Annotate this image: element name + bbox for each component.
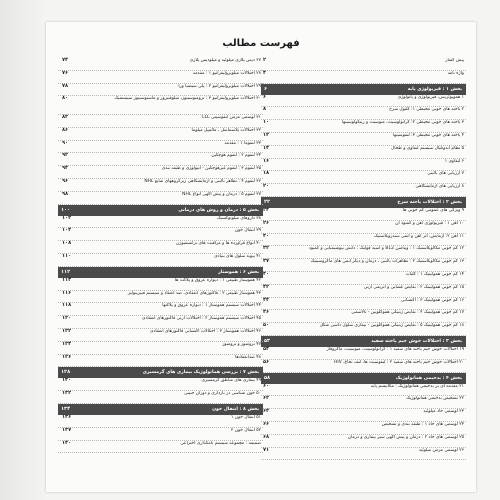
page-number: ۱۳۷ xyxy=(62,426,72,433)
section-header xyxy=(261,373,466,384)
page-number: ۹۶ xyxy=(62,178,69,185)
book-spine-shadow xyxy=(0,0,46,500)
entry-title: ۱۶ کم خونی همولیتیک ۳ : اکتسابی xyxy=(401,297,464,303)
entry-title: ۱ هموپوئزیس، فیزیولوژی و پاتولوژی xyxy=(397,94,464,100)
entry-title: ۳۶ لنفوم ۴ : تظاهر بالینی و آزمایشگاهی زیرگروههای شایع NHL xyxy=(144,179,261,185)
page-number: ۴۴ xyxy=(263,296,270,303)
section-title: بخش ۲ : اختلالات یاخته سرخ xyxy=(397,199,462,205)
entry-title: ۱۱ آهن ۲: آزمایش، اثر آهن و آنمی سیدروبلاستیک xyxy=(373,233,464,239)
toc-entry xyxy=(58,58,263,71)
section-title: بخش ۴ : بدخیمی هماتولوژیک xyxy=(395,375,462,381)
toc-entry xyxy=(261,448,466,461)
toc-entry xyxy=(261,409,466,422)
toc-entry xyxy=(261,71,466,84)
toc-entry xyxy=(58,153,263,166)
page-number: ۴۶ xyxy=(263,309,270,316)
page-number: ۶ xyxy=(263,93,267,100)
toc-entry xyxy=(58,428,263,441)
page-number: ۸ xyxy=(263,106,267,113)
entry-title: ۵ نظام اندوتلیال سیستم لنفاوی و طحال xyxy=(391,145,464,151)
toc-entry xyxy=(58,391,263,404)
toc-entry xyxy=(261,259,466,272)
page-number: ۴ xyxy=(263,69,267,76)
toc-entry xyxy=(58,291,263,304)
toc-entry xyxy=(58,84,263,97)
page-number: ۶۲ xyxy=(263,395,270,402)
entry-title: ۲۰ اختلالات خوش خیم یاخته های سفید ۲ : لنفوسیت ها، لنف نخاغ، HIV xyxy=(334,359,464,365)
entry-title: ۱۴ کم خونی همولیتیک ۱ : کلیات xyxy=(405,271,464,277)
toc-entry xyxy=(58,96,263,115)
page-number: ۳۰ xyxy=(263,232,270,239)
page-number: ۵۴ xyxy=(263,345,270,352)
page-number: ۳۲ xyxy=(263,245,270,252)
entry-title: ۴۹ بیماری های مناطق گرمسیری xyxy=(201,378,261,384)
page-number: ۱۲۰ xyxy=(62,315,72,322)
entry-title: ۱۳ کم خونی مگالوبلاستیک ۲ : تظاهرات بالینی ، درمان و دیگر آنمی های ماکروسیتیک xyxy=(310,259,464,265)
entry-title: ۳ یاخته های خونی محیطی ۲: گرانولوسیت، منوسیت و ریتکولوسیتها xyxy=(341,120,464,126)
page-number: ۳۷ xyxy=(263,258,270,265)
page-number: ۵۸ xyxy=(264,374,271,381)
toc-entry xyxy=(58,415,263,428)
page-number: ۱۴ xyxy=(263,144,270,151)
toc-column-left xyxy=(58,58,263,453)
page-number: ۸۲ xyxy=(62,114,69,121)
entry-title: ۱۷ کم خونی همولیتیک ۴ : نقایص ژنتیکی هموگلوبین - تالاسمی xyxy=(351,310,464,316)
toc-entry xyxy=(58,329,263,342)
section-header xyxy=(261,336,466,347)
page-number: ۵۶ xyxy=(263,358,270,365)
page-number: ۲۴ xyxy=(263,206,270,213)
entry-title: ۳۷ لنفوم ۵ : درمان و پیش آگهی انواع NHL xyxy=(182,191,261,197)
entry-title: ۴۲ هموستاز طبیعی ۱ : دیواره عروق و پلاکت ها xyxy=(174,277,261,283)
page-number: ۱۰۸ xyxy=(62,240,72,247)
toc-entry xyxy=(58,179,263,192)
page-number: ۹۰ xyxy=(62,139,69,146)
section-header xyxy=(261,84,466,95)
page-number: ۸۶ xyxy=(62,126,69,133)
toc-entry xyxy=(261,107,466,120)
toc-entry xyxy=(261,184,466,197)
entry-title: ۴۵ اختلالات سیستم هموستاز ۲ : اختلالات ارثی فاکتورهای انعقادی xyxy=(142,316,261,322)
entry-title: ۷ ارزیابی های بالینی xyxy=(427,171,464,177)
toc-column-right xyxy=(261,58,466,460)
page-number: ۴۲ xyxy=(263,283,270,290)
entry-title: ۲۳ لوسمی حاد میلوئید xyxy=(423,409,464,415)
toc-entry xyxy=(58,71,263,84)
page-number: ۱۰ xyxy=(263,119,270,126)
toc-entry xyxy=(58,342,263,355)
page-number: ۶ xyxy=(264,85,268,92)
page-number: ۲۰ xyxy=(263,183,270,190)
toc-entry xyxy=(261,323,466,336)
page-title: فهرست مطالب xyxy=(222,38,300,49)
entry-title: ۶ لنفاوی ۱ xyxy=(444,158,464,164)
page-number: ۱۳۲ xyxy=(62,390,72,397)
entry-title: ۱۲ کم خونی مگالوبلاستیک ۱ : ویتامین B12 و اسید فولیک : دانش بیوشیمیایی و کمبود xyxy=(308,246,464,252)
page-number: ۹۴ xyxy=(62,165,69,172)
page-number: ۱۱۴ xyxy=(62,276,72,283)
entry-title: ۵۱ انتقال خون ۱ xyxy=(231,415,261,421)
toc-sheet xyxy=(46,22,476,492)
entry-title: ۴۴ اختلالات سیستم هموستاز ۱ : دیواره عروق و پلاکتها xyxy=(162,303,261,309)
page-number: ۲۲ xyxy=(264,198,271,205)
entry-title: ۸ ارزیابی های آزمایشگاهی xyxy=(415,184,464,190)
page-number: ۷۱ xyxy=(263,446,270,453)
entry-title: ۲ یاخته های خونی محیطی ۱: گلبول سرخ xyxy=(389,107,464,113)
page-number: ۱۲۸ xyxy=(61,369,71,376)
entry-title: ۴۷ ترومبوز و ترومبوز xyxy=(222,341,261,347)
page-number: ۲۶ xyxy=(263,219,270,226)
page-number: ۱۳۴ xyxy=(61,406,71,413)
toc-entry xyxy=(261,298,466,311)
toc-entry xyxy=(261,58,466,71)
page-number: ۱۱۶ xyxy=(62,289,72,296)
toc-entry xyxy=(58,166,263,179)
section-title: بخش ۱ : فیزیولوژی پایه xyxy=(407,86,462,92)
entry-title: ۴۳ هموستاز طبیعی ۲ : فاکتورهای انعقادی، ضد انعقاد و سیستم فیبرینولیز xyxy=(127,290,261,296)
entry-title: ۱۸ کم خونی همولیتیک ۵ : نقایص ژنتیکی هموگلوبین - بیماری سلول داسی شکل xyxy=(319,323,464,329)
page-number: ۱۲ xyxy=(263,131,270,138)
page-number: ۱۰۲ xyxy=(62,214,72,221)
page-number: ۱۰۰ xyxy=(61,206,71,213)
page-number: ۱۱۸ xyxy=(62,302,72,309)
entry-title: ۲۲ تشخیص بدخیمی هماتولوژیک xyxy=(406,396,464,402)
toc-entry xyxy=(261,146,466,159)
toc-entry xyxy=(261,347,466,360)
toc-entry xyxy=(261,208,466,221)
entry-title: ۳۹ انتقال خون xyxy=(234,228,261,234)
toc-entry xyxy=(58,228,263,241)
toc-entry xyxy=(261,384,466,397)
section-header xyxy=(58,267,263,278)
page-number: ۱۲۴ xyxy=(62,340,72,347)
toc-entry xyxy=(261,221,466,234)
toc-entry xyxy=(58,355,263,368)
entry-title: ۲۷ دیس پلازی میلوئید و میلودیس پلازی xyxy=(189,58,261,63)
entry-title: ۳۰ اختلالات میلوپرولیفراتیو ۳ : ترومبوسیتوز، میلوفیبروز و ماستوسیتوز سیستمیک xyxy=(114,96,261,102)
page-number: ۶۶ xyxy=(263,420,270,427)
page-number: ۱۰۴ xyxy=(62,227,72,234)
toc-entry xyxy=(58,278,263,291)
entry-title: ۱۵ کم خونی همولیتیک ۲ : نقایص غشایی و آنزیمی ارثی xyxy=(363,284,464,290)
entry-title: ۳۱ لوسمی مزمن لنفوسیتی CLL xyxy=(201,115,261,121)
entry-title: ۴۰ انواع فرآورده ها و مراقبت های ترانسفیوژن xyxy=(175,241,261,247)
toc-entry xyxy=(261,272,466,285)
page-number: ۱۱۰ xyxy=(62,253,72,260)
entry-title: ۳۴ لنفوم ۲ : لنفوم هوچکین xyxy=(211,153,261,159)
entry-title: ۲۱ مقدمه ای بر بدخیمی هماتولوژیک : مکانیسم پایه xyxy=(370,383,464,389)
entry-title: ۲۸ اختلالات میلوپرولیفراتیو ۱ : مقدمه xyxy=(192,70,261,76)
section-title: بخش ۳ : اختلالات خوش خیم یاخته سفید xyxy=(371,338,462,344)
entry-title: ۵۰ خون شناسی در بارداری و دوران جنینی xyxy=(184,391,261,397)
toc-entry xyxy=(58,128,263,141)
entry-title: ۴۶ اختلالات هموستاز ۳ : اختلالات اکتسابی فاکتورهای انعقادی xyxy=(150,329,261,335)
toc-entry xyxy=(58,216,263,229)
page-number: ۱۸ xyxy=(263,170,270,177)
page-number: ۱۲۲ xyxy=(62,328,72,335)
entry-title: ۲۵ لوسمی های حاد ۲ : درمان و پیش آگهی سیر بیماری و درمان xyxy=(347,434,464,440)
toc-entry xyxy=(261,133,466,146)
page-number: ۲ xyxy=(263,57,267,63)
section-header xyxy=(58,404,263,415)
entry-title: ۳۳ لنفوما ۱ : مقدمه xyxy=(224,140,261,146)
toc-entry xyxy=(58,241,263,254)
entry-title: ۳۲ اختلالات پلاسماسل ، مالتیپل میلوما xyxy=(191,127,261,133)
toc-entry xyxy=(58,141,263,154)
page-number: ۹۲ xyxy=(62,152,69,159)
entry-title: واژه نامه xyxy=(447,70,464,76)
toc-entry xyxy=(261,396,466,409)
page-number: ۵۰ xyxy=(263,322,270,329)
page-number: ۷۶ xyxy=(62,69,69,76)
toc-entry xyxy=(58,192,263,205)
entry-title: ۲۹ اختلالات میلوپرولیفراتیو ۲ : پلی سیتمیا ورا xyxy=(178,83,261,89)
toc-entry xyxy=(58,441,263,454)
entry-title: ۳۵ لنفوم ۳ : لنفوم غیرهوچکین - اتیولوژی و طبقه بندی xyxy=(161,166,261,172)
section-header xyxy=(58,367,263,378)
page-number: ۶۸ xyxy=(263,433,270,440)
toc-entry xyxy=(261,360,466,373)
page-number: ۱۴۰ xyxy=(62,439,72,446)
page-number: ۷۴ xyxy=(62,57,69,63)
toc-entry xyxy=(261,422,466,435)
page-number: ۱۶ xyxy=(263,157,270,164)
section-title: بخش ۷ : بررسی هماتولوژیک بیماری های گرمسیری xyxy=(142,370,259,376)
entry-title: ۱۰ آهن ۱ : فیزیولوژی آهن و کمبود آن xyxy=(395,220,464,226)
page-number: ۴۰ xyxy=(263,270,270,277)
entry-title: ۳۸ داروهای میلوتوکسیک xyxy=(216,215,261,221)
entry-title: ۲۶ لوسمی مزمن میلوئید xyxy=(418,447,464,453)
toc-entry xyxy=(261,285,466,298)
toc-entry xyxy=(261,120,466,133)
section-header xyxy=(261,197,466,208)
entry-title: ۲۴ لوسمی های حاد ۱ : طبقه بندی و تشخیص xyxy=(381,421,464,427)
page-number: ۸۰ xyxy=(62,95,69,102)
entry-title: ۵۲ انتقال خون ۲ xyxy=(231,427,261,433)
entry-title: ضمیمه : مجموعه سیستم نامگذاری اختراعی xyxy=(180,440,261,446)
page-number: ۱۱۲ xyxy=(61,268,71,275)
page-number: ۵۳ xyxy=(264,337,271,344)
section-header xyxy=(58,205,263,216)
page-number: ۶۰ xyxy=(263,382,270,389)
page-number: ۱۳۶ xyxy=(62,414,72,421)
toc-entry xyxy=(261,310,466,323)
toc-entry xyxy=(261,234,466,247)
toc-entry xyxy=(261,246,466,259)
page-number: ۹۸ xyxy=(62,190,69,197)
entry-title: ۹ ویژگی های عمومی کم خونی ها xyxy=(402,207,464,213)
page-number: ۱۳۰ xyxy=(62,377,72,384)
toc-entry xyxy=(261,435,466,448)
page-number: ۶۴ xyxy=(263,408,270,415)
toc-entry xyxy=(58,303,263,316)
entry-title: ۴۱ پیوند سلول های بنیادی xyxy=(214,254,261,260)
toc-entry xyxy=(261,95,466,108)
toc-entry xyxy=(58,316,263,329)
section-title: بخش ۵ : درمان و روش های درمانی xyxy=(178,207,259,213)
entry-title: ۴۸ ضدانعقادها xyxy=(235,354,261,360)
section-title: بخش ۶ : هموستاز xyxy=(218,269,259,275)
entry-title: پیش گفتار xyxy=(445,58,464,63)
toc-entry xyxy=(58,378,263,391)
page-number: ۷۸ xyxy=(62,82,69,89)
entry-title: ۴ یاخته های خونی محیطی ۳: لنفوسیتها xyxy=(392,132,464,138)
toc-entry xyxy=(58,254,263,267)
toc-entry xyxy=(58,115,263,128)
toc-entry xyxy=(261,171,466,184)
entry-title: ۱۹ اختلالات خوش خیم یاخته های سفید ۱ : گرانولوسیت، منوسیت، ماکروفاژ xyxy=(326,346,464,352)
section-title: بخش ۸ : انتقال خون xyxy=(212,407,259,413)
page-number: ۱۲۶ xyxy=(62,353,72,360)
toc-entry xyxy=(261,159,466,172)
